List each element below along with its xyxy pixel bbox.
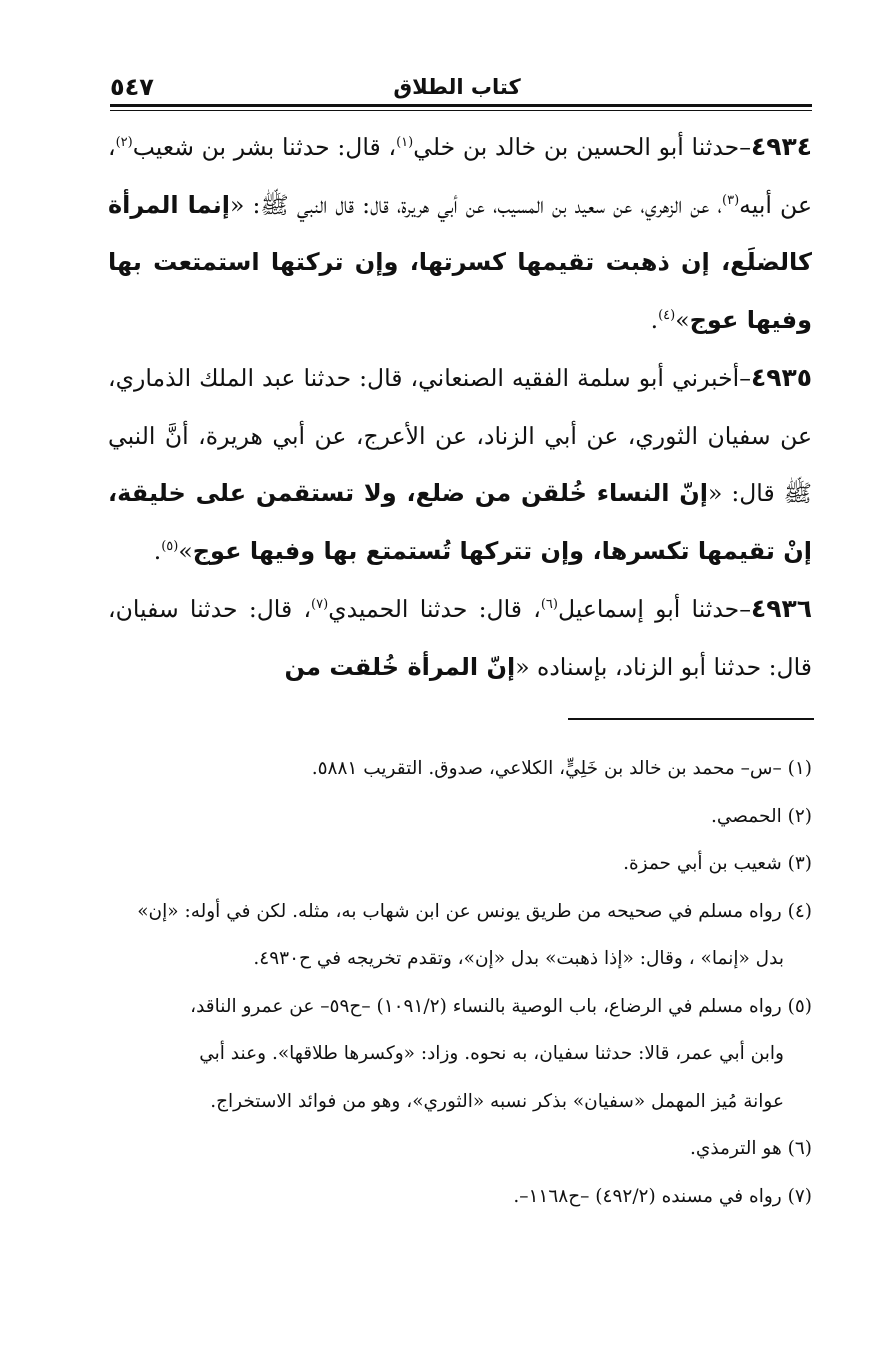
footnote-number: (٦)	[787, 1138, 812, 1159]
page-number: ٥٤٧	[110, 73, 154, 101]
footnote-marker[interactable]: (١)	[396, 135, 414, 151]
main-text	[108, 118, 812, 696]
footnote-number: (٤)	[787, 900, 812, 922]
footnote-number: (١)	[787, 758, 812, 779]
hadith-number: ٤٩٣٦	[750, 594, 812, 623]
footnote-number: (٢)	[787, 805, 812, 827]
footnote-marker[interactable]: (٢)	[115, 135, 133, 151]
footnote: (١) –س– محمد بن خالد بن خَلِيٍّ، الكلاعي، صدوق. التقريب ٥٨٨١.	[311, 758, 812, 779]
footnote: (٦) هو الترمذي.	[689, 1138, 812, 1159]
running-header	[110, 72, 804, 102]
hadith-text: إنّ النساء خُلقن من ضلع، ولا تستقمن على خليقة، إنْ تقيمها تكسرها، وإن تتركها تُستمتع بها وفيها عوج	[108, 479, 812, 565]
hadith-number: ٤٩٣٤	[750, 132, 812, 161]
hadith-text: إنما المرأة كالضلَع، إن ذهبت تقيمها كسرتها، وإن تركتها استمتعت بها وفيها عوج	[108, 190, 812, 334]
footnote: (٣) شعيب بن أبي حمزة.	[623, 853, 812, 874]
footnote-marker[interactable]: (٧)	[311, 597, 329, 613]
header-rule-thin	[110, 110, 812, 111]
footnote-number: (٥)	[787, 995, 812, 1017]
footnote: (٧) رواه في مسنده (٤٩٢/٢) –ح١١٦٨–.	[513, 1185, 812, 1207]
footnote-marker[interactable]: (٦)	[540, 597, 558, 613]
footnote-marker[interactable]: (٣)	[722, 192, 740, 208]
hadith-paragraph: ٤٩٣٦–حدثنا أبو إسماعيل$^{(٦)}$، قال: حدثنا الحميدي$^{(٧)}$، قال: حدثنا سفيان، قال: حدثنا أبو الزناد، بإسناده «إنّ المرأة خُلقت من	[108, 594, 812, 681]
footnote: (٤) رواه مسلم في صحيحه من طريق يونس عن ابن شهاب به، مثله. لكن في أوله: «إن» بدل «إنما» ، وقال: «إذا ذهبت» بدل «إن»، وتقدم تخريجه في ح٤٩٣٠.	[137, 900, 812, 969]
footnote: (٥) رواه مسلم في الرضاع، باب الوصية بالنساء (١٠٩١/٢) –ح٥٩– عن عمرو الناقد، وابن أبي عمر، قالا: حدثنا سفيان، به نحوه. وزاد: «وكسرها طلاقها». وعند أبي عوانة مُيز المهمل «سفيان» بذكر نسبه «الثوري»، وهو من فوائد الاستخراج.	[190, 995, 812, 1112]
hadith-text: إنّ المرأة خُلقت من	[284, 652, 516, 681]
footnote-marker[interactable]: (٥)	[161, 538, 179, 554]
footnote-marker[interactable]: (٤)	[658, 307, 676, 323]
hadith-number: ٤٩٣٥	[750, 363, 812, 392]
footnote-separator	[568, 718, 814, 720]
header-rule-thick	[110, 104, 812, 107]
footnote-number: (٣)	[787, 853, 812, 874]
hadith-paragraph: ٤٩٣٤–حدثنا أبو الحسين بن خالد بن خلي$^{(١)}$، قال: حدثنا بشر بن شعيب$^{(٢)}$، عن أبيه$^{(٣)}$، عن الزهري، عن سعيد بن المسيب، عن أبي هريرة، قال: قال النبي ﷺ: «إنما المرأة كالضلَع، إن ذهبت تقيمها كسرتها، وإن تركتها استمتعت بها وفيها عوج»$^{(٤)}$.	[108, 132, 812, 334]
footnote-number: (٧)	[787, 1185, 812, 1207]
footnotes	[108, 745, 812, 1220]
chapter-title: كتاب الطلاق	[393, 75, 521, 99]
footnote: (٢) الحمصي.	[710, 805, 812, 827]
hadith-paragraph: ٤٩٣٥–أخبرني أبو سلمة الفقيه الصنعاني، قال: حدثنا عبد الملك الذماري، عن سفيان الثوري، عن أبي الزناد، عن الأعرج، عن أبي هريرة، أنَّ النبي ﷺ قال: «إنّ النساء خُلقن من ضلع، ولا تستقمن على خليقة، إنْ تقيمها تكسرها، وإن تتركها تُستمتع بها وفيها عوج»$^{(٥)}$.	[108, 363, 813, 565]
